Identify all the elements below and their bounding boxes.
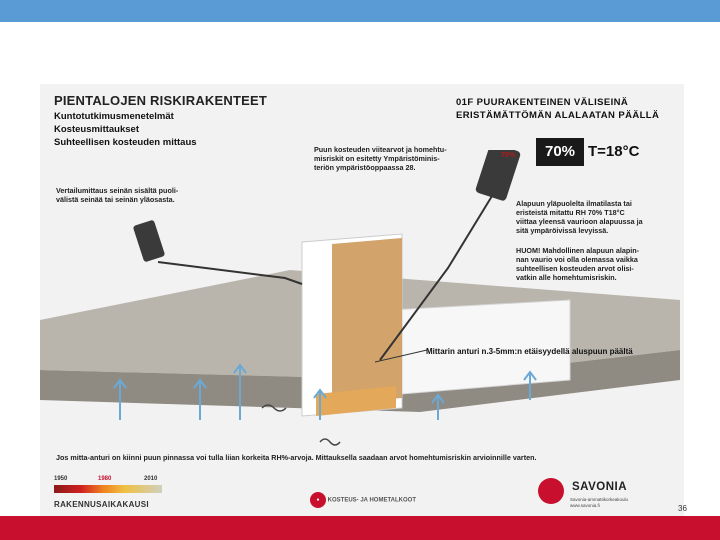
era-year-mid: 1980 bbox=[98, 476, 112, 482]
savonia-logo-text: SAVONIA bbox=[572, 481, 628, 493]
slide-title: PIENTALOJEN RISKIRAKENTEET bbox=[54, 93, 267, 108]
structure-title-1: 01F PUURAKENTEINEN VÄLISEINÄ bbox=[456, 97, 629, 108]
footer-note: Jos mitta-anturi on kiinni puun pinnassa voi tulla liian korkeita RH%-arvoja. Mittauksella saadaan arvot homehtumisriskin arvioinnille varten. bbox=[56, 453, 537, 462]
subtitle-2: Kosteusmittaukset bbox=[54, 124, 139, 135]
savonia-logo-subtext: Savonia-ammattikorkeakoulu www.savonia.fi bbox=[570, 497, 629, 508]
structure-title-2: ERISTÄMÄTTÖMÄN ALALAATAN PÄÄLLÄ bbox=[456, 110, 660, 121]
below-plate-note: Alapuun yläpuolelta ilmatilasta tai eristeistä mitattu RH 70% T18°C viittaa yleensä vaurioon alapuussa ja sitä ympäröivissä levyissä. bbox=[516, 199, 643, 235]
meter-body bbox=[133, 220, 166, 263]
kosteus-logo-text: KOSTEUS- JA HOMETALKOOT bbox=[327, 497, 417, 504]
top-accent-bar bbox=[0, 0, 720, 22]
left-measurement-note: Vertailumittaus seinän sisältä puoli- välistä seinää tai seinän yläosasta. bbox=[56, 186, 179, 204]
sensor-distance-annotation: Mittarin anturi n.3-5mm:n etäisyydellä aluspuun päältä bbox=[426, 347, 633, 356]
meter-display-value: 70% bbox=[501, 152, 516, 159]
reference-values-note: Puun kosteuden viitearvot ja homehtu- misriskit on esitetty Ympäristöminis- teriön ympäristöoppaassa 28. bbox=[314, 145, 447, 172]
huom-warning-note: HUOM! Mahdollinen alapuun alapin- nan vaurio voi olla olemassa vaikka suhteellisen kosteuden arvot olisi- vatkin alle homehtumisriskin. bbox=[516, 246, 639, 282]
rh-value-badge: 70% bbox=[536, 138, 584, 166]
bottom-accent-bar bbox=[0, 516, 720, 540]
subtitle-1: Kuntotutkimusmenetelmät bbox=[54, 111, 174, 122]
era-year-end: 2010 bbox=[144, 476, 158, 482]
era-timeline-bar bbox=[54, 485, 162, 493]
temperature-value: T=18°C bbox=[588, 143, 640, 160]
savonia-logo-icon bbox=[538, 478, 564, 504]
stud-wood bbox=[332, 238, 402, 404]
era-year-start: 1950 bbox=[54, 476, 68, 482]
era-label: RAKENNUSAIKAKAUSI bbox=[54, 500, 149, 509]
kosteus-hometalkoot-logo bbox=[310, 492, 416, 508]
squiggle-mark bbox=[320, 439, 340, 445]
kosteus-logo-mark: ● bbox=[310, 492, 326, 508]
subtitle-3: Suhteellisen kosteuden mittaus bbox=[54, 137, 197, 148]
page-number: 36 bbox=[678, 504, 687, 513]
